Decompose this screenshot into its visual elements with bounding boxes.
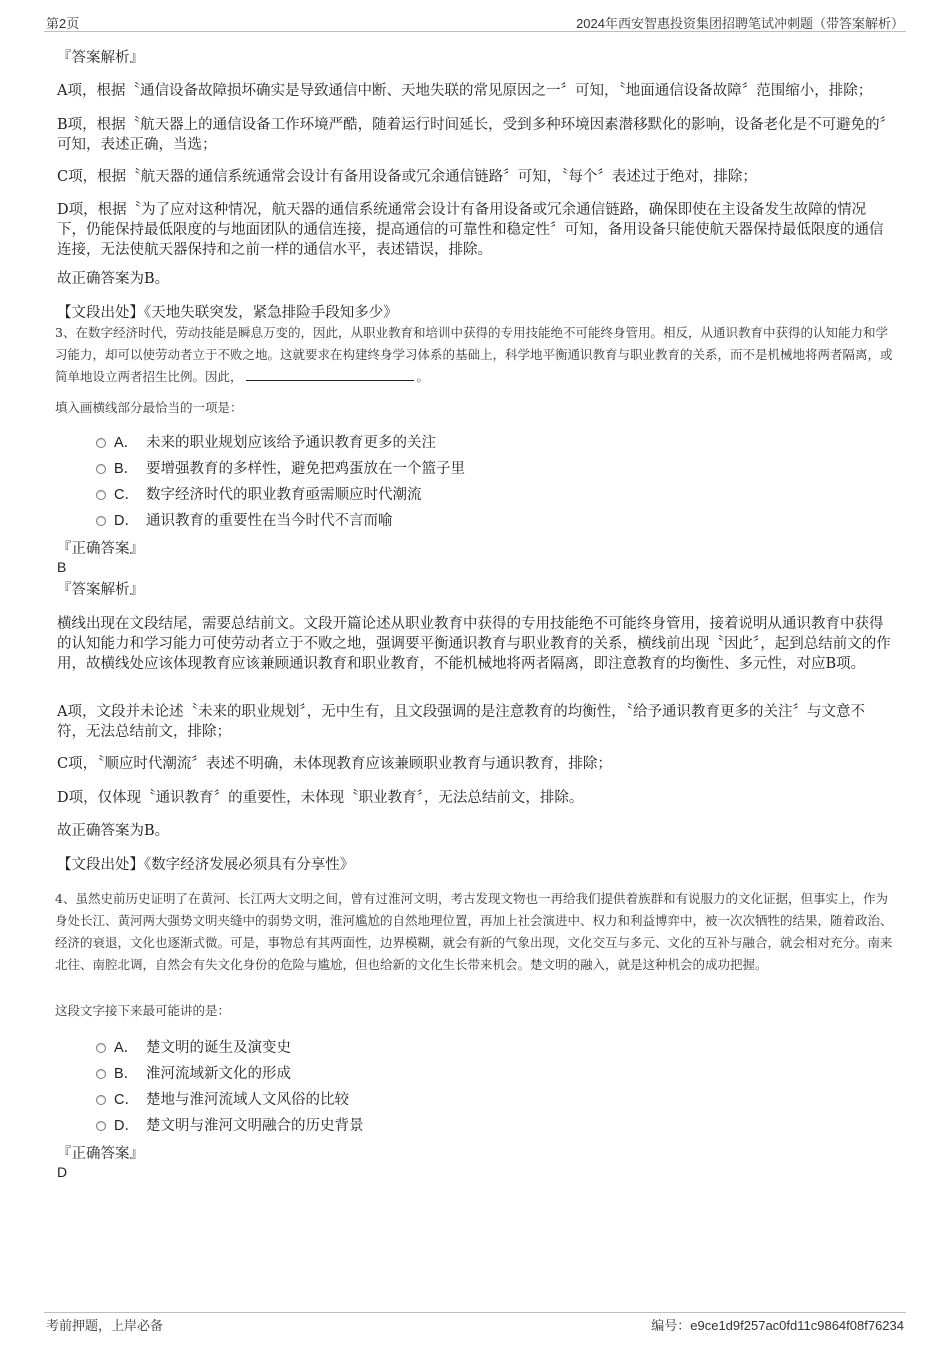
q4-correct-answer: D [57,1164,68,1180]
q4-option-c[interactable]: C． 楚地与淮河流域人文风俗的比较 [96,1090,349,1110]
q3-option-d[interactable]: D． 通识教育的重要性在当今时代不言而喻 [96,511,393,531]
radio-icon[interactable] [96,1121,106,1131]
q3-stem-text: 3、在数字经济时代，劳动技能是瞬息万变的，因此，从职业教育和培训中获得的专用技能绝不可能终身管用。相反，从通识教育中获得的认知能力和学习能力，却可以使劳动者立于不败之地。这就要求在构建终身学习体系的基础上，科学地平衡通识教育与职业教育的关系，而不是机械地将两者隔离，或简单地设立两者招生比例。因此， [55,325,893,384]
q3-option-b[interactable]: B． 要增强教育的多样性，避免把鸡蛋放在一个篮子里 [96,459,465,479]
document-title: 2024年西安智惠投资集团招聘笔试冲刺题（带答案解析） [576,16,904,31]
radio-icon[interactable] [96,1043,106,1053]
radio-icon[interactable] [96,438,106,448]
q4-option-b[interactable]: B． 淮河流域新文化的形成 [96,1064,291,1084]
radio-icon[interactable] [96,464,106,474]
page-number: 第2页 [46,16,80,31]
q2-analysis-c: C项，根据〝航天器的通信系统通常会设计有备用设备或冗余通信链路〞可知，〝每个〞表述过于绝对，排除； [57,169,757,185]
q2-source: 【文段出处】《天地失联突发，紧急排险手段知多少》 [57,305,398,321]
footer-code: 编号：e9ce1d9f257ac0fd11c9864f08f76234 [651,1318,904,1333]
q2-analysis-b: B项，根据〝航天器上的通信设备工作环境严酷，随着运行时间延长，受到多种环境因素潜移默化的影响，设备老化是不可避免的〞可知，表述正确，当选； [57,117,887,153]
q2-conclusion: 故正确答案为B。 [57,271,170,287]
radio-icon[interactable] [96,516,106,526]
q3-analysis-d: D项，仅体现〝通识教育〞的重要性，未体现〝职业教育〞，无法总结前文，排除。 [57,790,584,806]
q4-stem: 4、虽然史前历史证明了在黄河、长江两大文明之间，曾有过淮河文明，考古发现文物也一再给我们提供着族群和有说服力的文化证据，但事实上，作为身处长江、黄河两大强势文明夹缝中的弱势文明，淮河尴尬的自然地理位置，再加上社会演进中、权力和利益博弈中，被一次次牺牲的结果，随着政治、经济的衰退，文化也逐渐式微。可是，事物总有其两面性，边界模糊，就会有新的气象出现，文化交互与多元、文化的互补与融合，就会相对充分。南来北往、南腔北调，自然会有失文化身份的危险与尴尬，但也给新的文化生长带来机会。楚文明的融入，就是这种机会的成功把握。 [55,891,893,972]
q3-option-c[interactable]: C． 数字经济时代的职业教育亟需顺应时代潮流 [96,485,422,505]
q3-option-a[interactable]: A． 未来的职业规划应该给予通识教育更多的关注 [96,433,436,453]
q3-prompt: 填入画横线部分最恰当的一项是： [55,400,243,415]
footer-slogan: 考前押题，上岸必备 [46,1319,164,1334]
q4-option-d[interactable]: D． 楚文明与淮河文明融合的历史背景 [96,1116,364,1136]
q4-correct-title: 『正确答案』 [57,1146,144,1162]
q4-prompt: 这段文字接下来最可能讲的是： [55,1003,231,1018]
page-footer [44,1312,906,1334]
q2-analysis-d: D项，根据〝为了应对这种情况，航天器的通信系统通常会设计有备用设备或冗余通信链路，确保即使在主设备发生故障的情况下，仍能保持最低限度的与地面团队的通信连接，提高通信的可靠性和稳定性〞可知，备用设备只能使航天器保持最低限度的通信连接，无法使航天器保持和之前一样的通信水平，表述错误，排除。 [57,202,884,258]
q3-analysis-main: 横线出现在文段结尾，需要总结前文。文段开篇论述从职业教育中获得的专用技能绝不可能终身管用，接着说明从通识教育中获得的认知能力和学习能力可使劳动者立于不败之地，强调要平衡通识教育与职业教育的关系，横线前出现〝因此〞，起到总结前文的作用，故横线处应该体现教育应该兼顾通识教育和职业教育，不能机械地将两者隔离，即注意教育的均衡性、多元性，对应B项。 [57,616,891,672]
q2-analysis-a: A项，根据〝通信设备故障损坏确实是导致通信中断、天地失联的常见原因之一〞可知，〝地面通信设备故障〞范围缩小，排除； [57,83,873,99]
q3-analysis-c: C项，〝顺应时代潮流〞表述不明确，未体现教育应该兼顾职业教育与通识教育，排除； [57,756,612,772]
radio-icon[interactable] [96,490,106,500]
q3-source: 【文段出处】《数字经济发展必须具有分享性》 [57,857,355,873]
q3-stem [55,322,895,388]
q3-analysis-title: 『答案解析』 [57,582,144,598]
radio-icon[interactable] [96,1095,106,1105]
q3-correct-title: 『正确答案』 [57,541,144,557]
page-header [44,13,906,32]
q3-blank [246,368,414,381]
q2-analysis-title: 『答案解析』 [57,50,144,66]
q3-correct-answer: B [57,559,67,575]
q4-option-a[interactable]: A． 楚文明的诞生及演变史 [96,1038,291,1058]
q3-conclusion: 故正确答案为B。 [57,823,170,839]
radio-icon[interactable] [96,1069,106,1079]
q3-analysis-a: A项，文段并未论述〝未来的职业规划〞，无中生有，且文段强调的是注意教育的均衡性，〝给予通识教育更多的关注〞与文意不符，无法总结前文，排除； [57,704,865,740]
q3-stem-end: 。 [416,369,430,384]
